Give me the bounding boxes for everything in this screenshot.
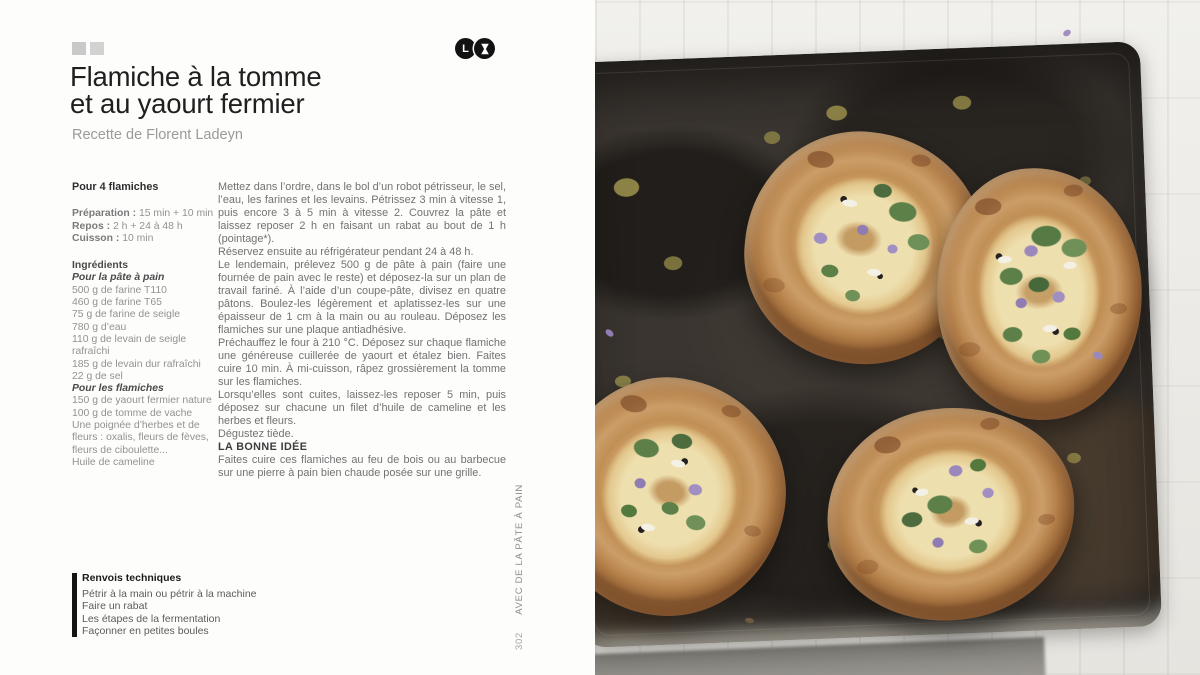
ingredient-item: Huile de cameline: [72, 456, 155, 468]
ingredient-item: 22 g de sel: [72, 370, 123, 382]
flamiche-toppings: [861, 430, 1041, 593]
category-square-icon: [90, 42, 104, 55]
hourglass-icon: [474, 38, 495, 59]
ingredient-item: 185 g de levain dur rafraîchi: [72, 358, 201, 370]
flamiche-toppings: [966, 201, 1113, 381]
info-column: [72, 181, 218, 469]
tip-heading: LA BONNE IDÉE: [218, 441, 308, 453]
method-paragraph: Mettez dans l’ordre, dans le bol d’un robot pétrisseur, le sel, l’eau, les farines et les levains. Pétrissez 3 min à vitesse 1, puis encore 3 à 5 min à vitesse 2. Couvrez la pâte et laissez reposer 2 h en faisant un rabat au bout de 1 h (pointage*).: [218, 181, 506, 245]
ingredient-item: 460 g de farine T65: [72, 297, 162, 309]
page-spine: [514, 438, 530, 650]
chapter-title: AVEC DE LA PÂTE À PAIN: [514, 484, 525, 615]
title-line: et au yaourt fermier: [70, 87, 305, 119]
cook-time: Cuisson : 10 min: [72, 232, 154, 244]
page-title: [70, 61, 322, 119]
page-number: 302: [514, 632, 525, 650]
letter-badge-icon: L: [455, 38, 476, 59]
method-paragraph: Lorsqu’elles sont cuites, laissez-les reposer 5 min, puis déposez sur chacune un filet d’huile de cameline et les herbes et fleurs.: [218, 389, 506, 427]
ingredient-item: 780 g d’eau: [72, 321, 127, 333]
ingredient-item: 75 g de farine de seigle: [72, 309, 181, 321]
recipe-photo: [595, 0, 1200, 675]
reference-item: Les étapes de la fermentation: [82, 612, 221, 625]
tip-text: Faites cuire ces flamiches au feu de bois ou au barbecue sur une pierre à pain bien chaude posée sur une grille.: [218, 454, 506, 479]
flamiche-toppings: [595, 402, 759, 588]
method-paragraph: Dégustez tiède.: [218, 428, 294, 440]
ingredient-item: 150 g de yaourt fermier nature: [72, 395, 212, 407]
rest-time: Repos : 2 h + 24 à 48 h: [72, 220, 183, 232]
ingredient-item: 500 g de farine T110: [72, 284, 167, 296]
ingredient-group-heading: Pour les flamiches: [72, 383, 164, 395]
ingredient-group-heading: Pour la pâte à pain: [72, 272, 165, 284]
category-square-icon: [72, 42, 86, 55]
reference-bar: [72, 573, 77, 637]
reference-item: Faire un rabat: [82, 600, 148, 613]
method-column: [218, 181, 506, 480]
recipe-badges: [455, 38, 495, 59]
ingredients-heading: Ingrédients: [72, 260, 129, 272]
technical-references: [72, 572, 292, 638]
prep-time: Préparation : 15 min + 10 min: [72, 208, 214, 220]
flamiche-toppings: [778, 159, 951, 332]
title-line: Flamiche à la tomme: [70, 61, 322, 92]
chive-flower-petal: [1062, 28, 1072, 37]
category-squares: [72, 42, 104, 55]
method-paragraph: Le lendemain, prélevez 500 g de pâte à pain (faire une fournée de pain avec le reste) et déposez-la sur un plan de travail fariné. À l’aide d’un coupe-pâte, divisez en quatre pâtons. Boulez-les légèrement et aplatissez-les sur une épaisseur de 1 cm à la main ou au rouleau. Déposez les flamiches sur une plaque antiadhésive.: [218, 259, 506, 336]
servings-label: Pour 4 flamiches: [72, 181, 159, 193]
references-heading: Renvois techniques: [82, 572, 182, 584]
ingredient-item: 100 g de tomme de vache: [72, 407, 193, 419]
ingredient-item: Une poignée d’herbes et de fleurs : oxalis, fleurs de fèves, fleurs de ciboulette...: [72, 420, 209, 456]
reference-item: Pétrir à la main ou pétrir à la machine: [82, 587, 257, 600]
ingredient-item: 110 g de levain de seigle rafraîchi: [72, 333, 187, 358]
method-paragraph: Préchauffez le four à 210 °C. Déposez sur chaque flamiche une généreuse cuillerée de yaourt et étalez bien. Faites cuire 10 min. À mi-cuisson, râpez grossièrement la tomme sur les flamiches.: [218, 337, 506, 388]
method-paragraph: Réservez ensuite au réfrigérateur pendant 24 à 48 h.: [218, 246, 474, 258]
reference-item: Façonner en petites boules: [82, 625, 209, 638]
recipe-author: Recette de Florent Ladeyn: [72, 127, 243, 143]
